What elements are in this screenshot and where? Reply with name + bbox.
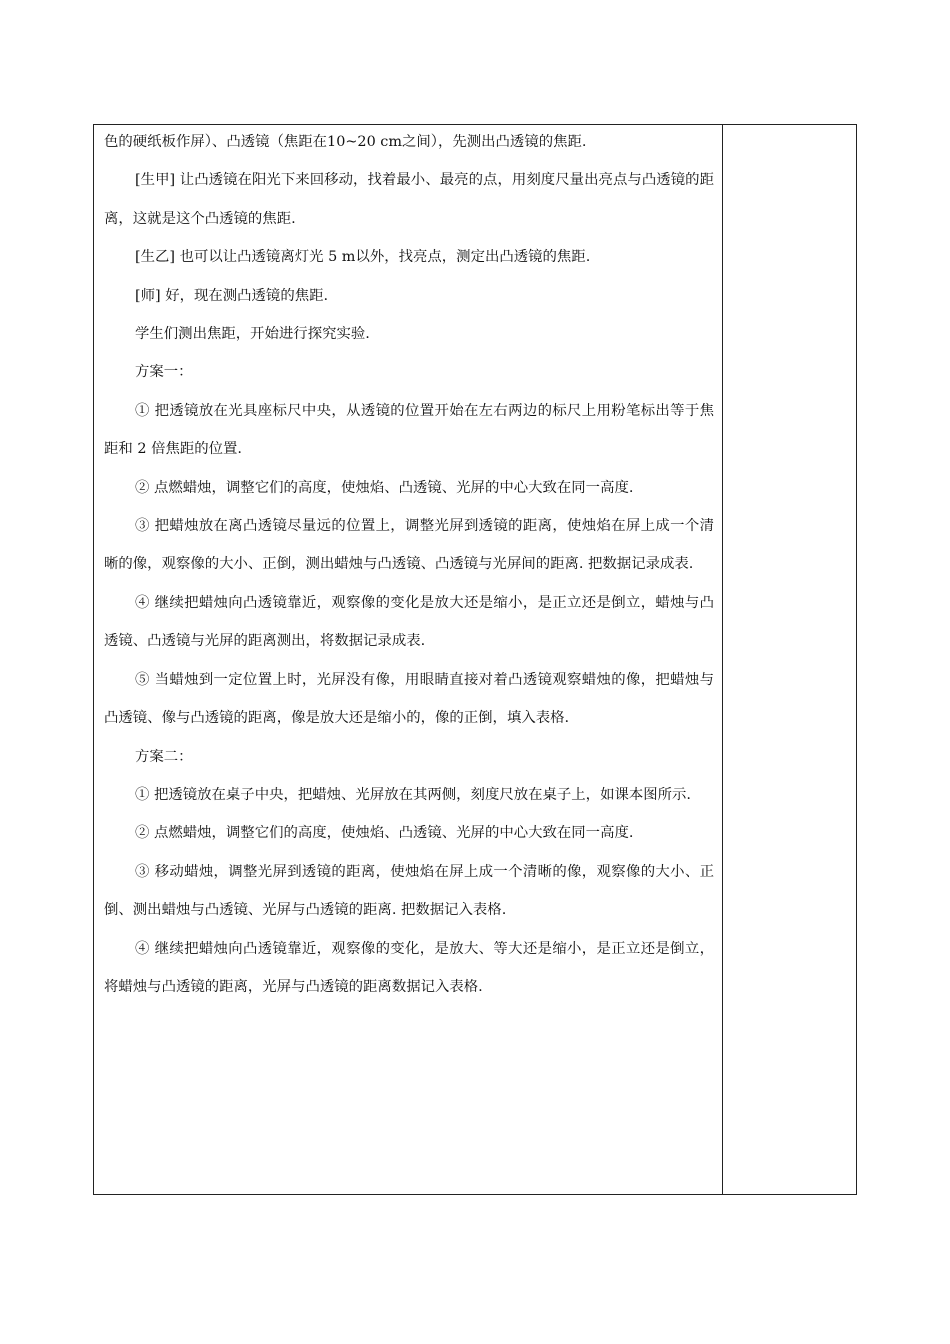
plan-two-step-2: ② 点燃蜡烛，调整它们的高度，使烛焰、凸透镜、光屏的中心大致在同一高度.: [135, 825, 634, 842]
intro-paragraph: 色的硬纸板作屏）、凸透镜（焦距在10~20 cm之间），先测出凸透镜的焦距.: [104, 134, 587, 150]
plan-two-step-3: ③ 移动蜡烛，调整光屏到透镜的距离，使烛焰在屏上成一个清晰的像，观察像的大小、正倒、测出蜡烛与凸透镜、光屏与凸透镜的距离. 把数据记入表格.: [104, 863, 714, 919]
teacher-paragraph: [师] 好，现在测凸透镜的焦距.: [135, 287, 329, 304]
student-b-paragraph: [生乙] 也可以让凸透镜离灯光 5 m以外，找亮点，测定出凸透镜的焦距.: [135, 249, 591, 266]
notes-cell: [723, 125, 856, 1194]
students-measure-paragraph: 学生们测出焦距，开始进行探究实验.: [135, 326, 370, 343]
plan-two-heading: 方案二：: [135, 748, 193, 765]
plan-one-step-4: ④ 继续把蜡烛向凸透镜靠近，观察像的变化是放大还是缩小，是正立还是倒立，蜡烛与凸透镜、凸透镜与光屏的距离测出，将数据记录成表.: [104, 594, 714, 650]
plan-one-step-2: ② 点燃蜡烛，调整它们的高度，使烛焰、凸透镜、光屏的中心大致在同一高度.: [135, 479, 634, 496]
content-cell: [94, 125, 723, 1194]
student-a-paragraph: [生甲] 让凸透镜在阳光下来回移动，找着最小、最亮的点，用刻度尺量出亮点与凸透镜的距离，这就是这个凸透镜的焦距.: [104, 172, 714, 227]
plan-one-step-3: ③ 把蜡烛放在离凸透镜尽量远的位置上，调整光屏到透镜的距离，使烛焰在屏上成一个清晰的像，观察像的大小、正倒，测出蜡烛与凸透镜、凸透镜与光屏间的距离. 把数据记录成表.: [104, 518, 714, 573]
plan-two-step-1: ① 把透镜放在桌子中央，把蜡烛、光屏放在其两侧，刻度尺放在桌子上，如课本图所示.: [135, 786, 691, 803]
plan-one-step-1: ① 把透镜放在光具座标尺中央，从透镜的位置开始在左右两边的标尺上用粉笔标出等于焦距和 2 倍焦距的位置.: [104, 402, 714, 458]
plan-one-heading: 方案一：: [135, 364, 193, 381]
lesson-table: [93, 124, 857, 1195]
plan-two-step-4: ④ 继续把蜡烛向凸透镜靠近，观察像的变化，是放大、等大还是缩小，是正立还是倒立，将蜡烛与凸透镜的距离，光屏与凸透镜的距离数据记入表格.: [104, 940, 714, 995]
plan-one-step-5: ⑤ 当蜡烛到一定位置上时，光屏没有像，用眼睛直接对着凸透镜观察蜡烛的像，把蜡烛与凸透镜、像与凸透镜的距离，像是放大还是缩小的，像的正倒，填入表格.: [104, 671, 714, 727]
